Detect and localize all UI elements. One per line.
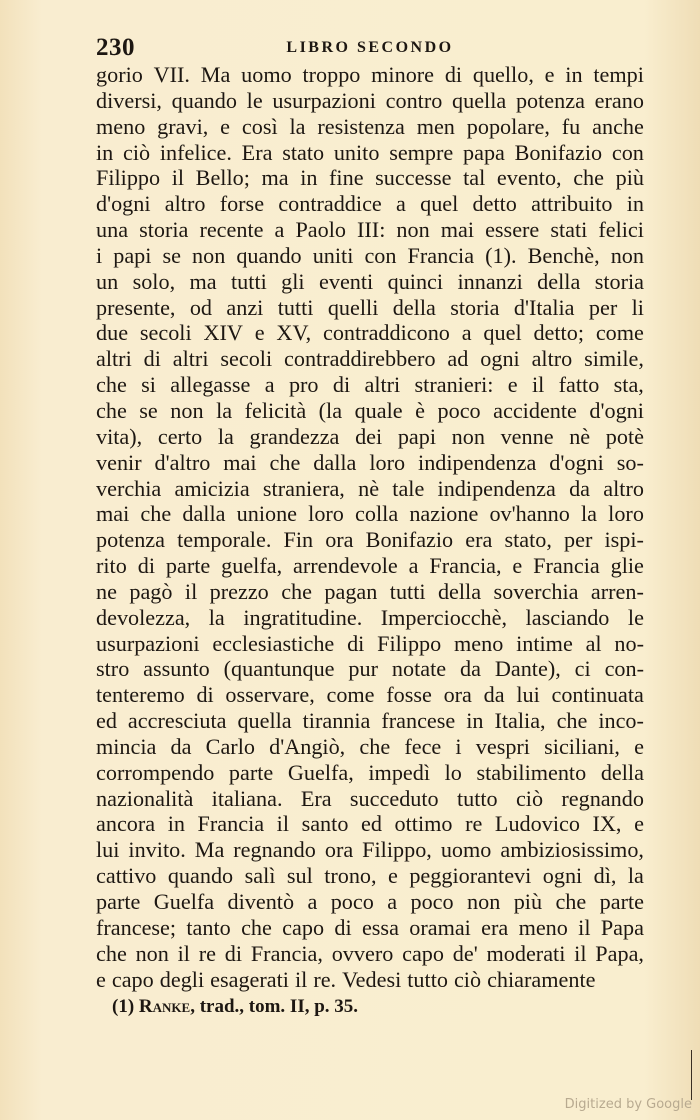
text-line: che se non la felicità (la quale è poco accidente d'ogni — [96, 397, 644, 423]
text-line: stro assunto (quantunque pur notate da Dante), ci con- — [96, 656, 644, 682]
running-head: LIBRO SECONDO — [286, 39, 454, 56]
text-line: francese; tanto che capo di essa oramai era meno il Papa — [96, 914, 644, 940]
text-line: un solo, ma tutti gli eventi quinci innanzi della storia — [96, 268, 644, 294]
footnote-author: Ranke — [138, 996, 191, 1017]
text-line: nazionalità italiana. Era succeduto tutto ciò regnando — [96, 785, 644, 811]
footnote-marker: (1) — [112, 996, 135, 1017]
text-line: mai che dalla unione loro colla nazione ov'hanno la loro — [96, 501, 644, 527]
text-line: tenteremo di osservare, come fosse ora da lui continuata — [96, 682, 644, 708]
text-line: devolezza, la ingratitudine. Imperciocchè, lasciando le — [96, 604, 644, 630]
text-line: in ciò infelice. Era stato unito sempre papa Bonifazio con — [96, 139, 644, 165]
text-line: che si allegasse a pro di altri stranieri: e il fatto sta, — [96, 372, 644, 398]
text-line: rito di parte guelfa, arrendevole a Francia, e Francia glie — [96, 553, 644, 579]
text-line: una storia recente a Paolo III: non mai essere stati felici — [96, 217, 644, 243]
text-line: presente, od anzi tutti quelli della storia d'Italia per li — [96, 294, 644, 320]
text-line: i papi se non quando uniti con Francia (1). Benchè, non — [96, 242, 644, 268]
page-header — [96, 34, 644, 64]
page-number: 230 — [96, 34, 135, 61]
footnote-citation: , trad., tom. II, p. 35. — [190, 996, 359, 1017]
text-line: diversi, quando le usurpazioni contro quella potenza erano — [96, 87, 644, 113]
page-edge-mark — [691, 1050, 692, 1100]
text-line: mincia da Carlo d'Angiò, che fece i vespri siciliani, e — [96, 733, 644, 759]
text-line: vita), certo la grandezza dei papi non venne nè potè — [96, 423, 644, 449]
text-line: meno gravi, e così la resistenza men popolare, fu anche — [96, 113, 644, 139]
text-line: verchia amicizia straniera, nè tale indipendenza da altro — [96, 475, 644, 501]
text-line: potenza temporale. Fin ora Bonifazio era stato, per ispi- — [96, 527, 644, 553]
text-line: gorio VII. Ma uomo troppo minore di quello, e in tempi — [96, 62, 644, 87]
text-line: due secoli XIV e XV, contraddicono a quel detto; come — [96, 320, 644, 346]
text-line: usurpazioni ecclesiastiche di Filippo meno intime al no- — [96, 630, 644, 656]
text-line: altri di altri secoli contraddirebbero ad ogni altro simile, — [96, 346, 644, 372]
text-line: cattivo quando salì sul trono, e peggiorantevi ogni dì, la — [96, 863, 644, 889]
text-line: ancora in Francia il santo ed ottimo re Ludovico IX, e — [96, 811, 644, 837]
footnote — [112, 996, 358, 1018]
text-line: e capo degli esagerati il re. Vedesi tutto ciò chiaramente — [96, 966, 596, 992]
text-line: Filippo il Bello; ma in fine successe tal evento, che più — [96, 165, 644, 191]
body-text — [96, 62, 644, 992]
text-line: d'ogni altro forse contraddice a quel detto attribuito in — [96, 191, 644, 217]
digitization-watermark: Digitized by Google — [564, 1097, 692, 1112]
text-line: parte Guelfa diventò a poco a poco non più che parte — [96, 889, 644, 914]
text-line: ed accresciuta quella tirannia francese in Italia, che inco- — [96, 708, 644, 734]
text-line: corrompendo parte Guelfa, impedì lo stabilimento della — [96, 759, 644, 785]
text-line: ne pagò il prezzo che pagan tutti della soverchia arren- — [96, 578, 644, 604]
text-line: lui invito. Ma regnando ora Filippo, uomo ambiziosissimo, — [96, 837, 644, 863]
text-line: che non il re di Francia, ovvero capo de' moderati il Papa, — [96, 940, 644, 966]
text-line: venir d'altro mai che dalla loro indipendenza d'ogni so- — [96, 449, 644, 475]
